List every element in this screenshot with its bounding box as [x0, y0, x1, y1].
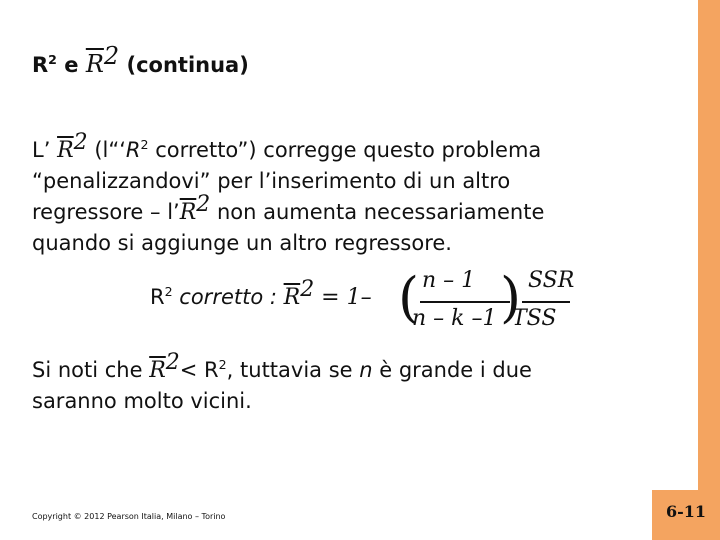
para2-pre: Si noti che — [32, 358, 150, 382]
para1-line4: quando si aggiunge un altro regressore. — [32, 231, 452, 255]
para1-line2: “penalizzandovi” per l’inserimento di un altro — [32, 169, 511, 193]
copyright-notice: Copyright © 2012 Pearson Italia, Milano – Torino — [32, 512, 226, 521]
para2-rbar: $\overline{R}$ — [149, 358, 166, 383]
title-continua: (continua) — [126, 53, 249, 77]
title-rbar: $\overline{R}$ — [85, 50, 104, 78]
formula-lhs — [150, 277, 372, 310]
formula-numerator: n – 1 — [422, 268, 476, 293]
paragraph-comparison — [32, 350, 652, 417]
para1-r-sup: 2 — [140, 137, 149, 152]
para1-l: L’ — [32, 138, 51, 162]
para1-rbar-sup: 2 — [73, 130, 88, 155]
para1-line1 — [32, 130, 652, 166]
formula-ssr: SSR — [528, 268, 575, 293]
para1-line3 — [32, 192, 652, 228]
formula-rbar-sup: 2 — [300, 277, 315, 302]
para1-rest1: corretto”) corregge questo problema — [148, 138, 542, 162]
title-r2: R — [32, 53, 49, 77]
formula-fraction-line-1 — [420, 301, 510, 303]
para1-open: (l“‘ — [94, 138, 126, 162]
formula-rbar: $\overline{R}$ — [283, 285, 301, 310]
side-accent-bar — [698, 20, 720, 540]
para2-n: n — [359, 358, 373, 382]
formula-eq: = 1– — [314, 285, 372, 310]
formula-right-paren: ) — [500, 266, 522, 329]
para1-line3a: regressore – l’ — [32, 200, 180, 224]
paragraph-adjusted-r2 — [32, 130, 652, 259]
para2-r-sup: 2 — [218, 357, 227, 372]
title-r2-sup: 2 — [48, 52, 57, 67]
formula-r: R — [150, 285, 165, 309]
page-number: 6-11 — [652, 490, 720, 540]
formula-fraction-line-2 — [522, 301, 570, 303]
para1-line3b: non aumenta necessariamente — [210, 200, 545, 224]
para1-rbar2-sup: 2 — [196, 192, 211, 217]
formula-r-sup: 2 — [164, 284, 173, 299]
para2-line1 — [32, 350, 652, 386]
formula-denominator: n – k –1 — [412, 306, 497, 331]
para2-rbar-sup: 2 — [165, 350, 180, 375]
formula-tss: TSS — [512, 306, 557, 331]
para1-rbar: $\overline{R}$ — [57, 138, 74, 163]
para2-mid: , tuttavia se — [226, 358, 360, 382]
para2-post: è grande i due — [372, 358, 532, 382]
title-rbar-sup: 2 — [103, 42, 120, 70]
adjusted-r2-formula — [150, 268, 610, 338]
para2-lt: < R — [179, 358, 219, 382]
formula-corretto: corretto : — [172, 285, 284, 309]
slide-title — [32, 42, 249, 78]
title-e: e — [64, 53, 79, 77]
para2-line2: saranno molto vicini. — [32, 389, 252, 413]
formula-left-paren: ( — [398, 266, 420, 329]
para1-rbar2: $\overline{R}$ — [179, 200, 197, 225]
para1-r: R — [125, 138, 141, 162]
